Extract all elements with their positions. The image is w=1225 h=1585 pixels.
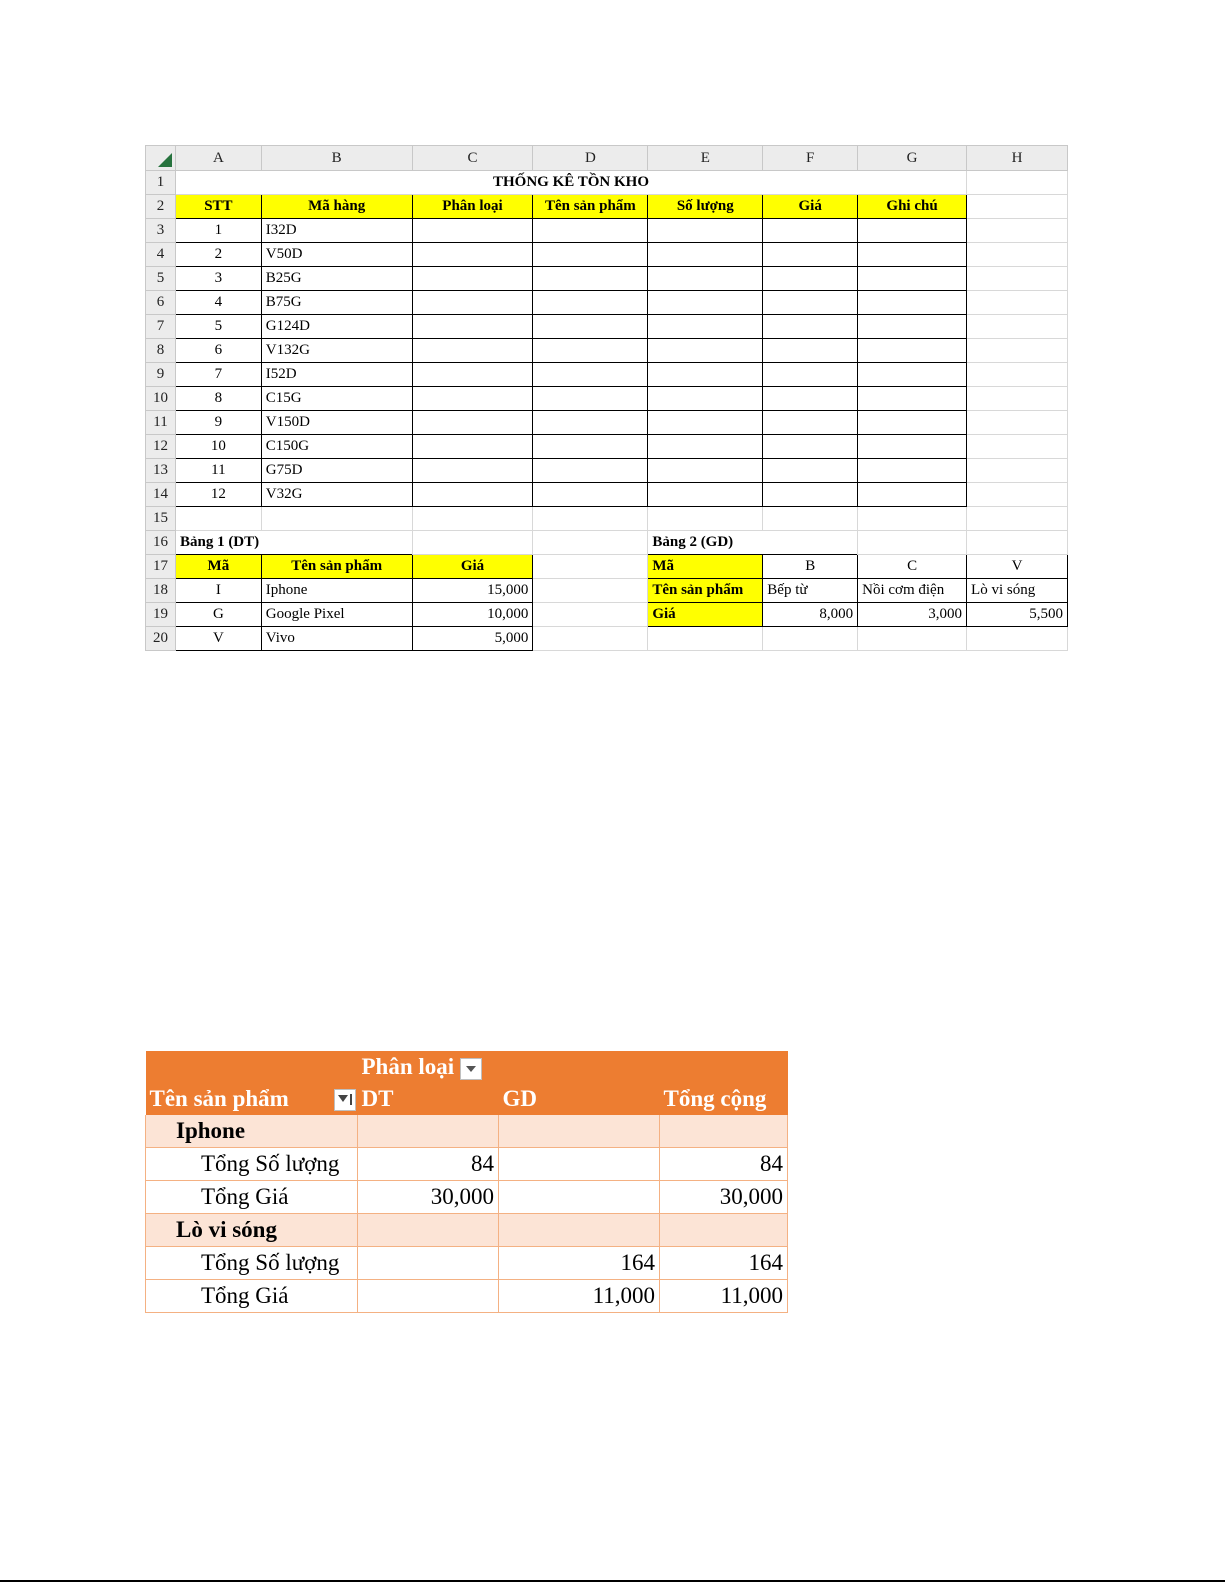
- table2-code[interactable]: B: [763, 555, 858, 579]
- cell[interactable]: [412, 315, 533, 339]
- cell[interactable]: [967, 531, 1068, 555]
- cell[interactable]: [412, 339, 533, 363]
- cell[interactable]: [648, 411, 763, 435]
- row-header[interactable]: 5: [146, 267, 176, 291]
- filter-dropdown-icon[interactable]: [460, 1058, 482, 1080]
- cell[interactable]: [967, 195, 1068, 219]
- pivot-value-label[interactable]: Tổng Giá: [146, 1280, 358, 1313]
- table1-ten[interactable]: Iphone: [261, 579, 412, 603]
- pivot-header-row: [146, 1083, 788, 1115]
- inventory-sheet: [145, 145, 1068, 651]
- cell[interactable]: [858, 483, 967, 507]
- header-ma-hang[interactable]: Mã hàng: [261, 195, 412, 219]
- cell[interactable]: [533, 483, 648, 507]
- table-row: [146, 459, 1068, 483]
- table2-name[interactable]: Bếp từ: [763, 579, 858, 603]
- pivot-col-header-dt[interactable]: DT: [361, 1086, 394, 1111]
- cell[interactable]: [533, 339, 648, 363]
- cell[interactable]: [858, 387, 967, 411]
- cell[interactable]: [175, 507, 261, 531]
- cell[interactable]: [648, 339, 763, 363]
- cell[interactable]: [648, 435, 763, 459]
- cell[interactable]: [412, 531, 533, 555]
- table-row: [146, 243, 1068, 267]
- cell[interactable]: [533, 459, 648, 483]
- pivot-value-total[interactable]: 84: [660, 1148, 788, 1181]
- cell[interactable]: [967, 291, 1068, 315]
- cell[interactable]: [763, 483, 858, 507]
- cell-stt[interactable]: 12: [175, 483, 261, 507]
- cell-ma-hang[interactable]: C15G: [261, 387, 412, 411]
- table2-price[interactable]: 8,000: [763, 603, 858, 627]
- column-field-cell: [358, 1051, 788, 1083]
- cell[interactable]: [858, 291, 967, 315]
- pivot-group-label[interactable]: Lò vi sóng: [146, 1214, 358, 1247]
- cell-ma-hang[interactable]: V32G: [261, 483, 412, 507]
- row-header[interactable]: 20: [146, 627, 176, 651]
- table-row: [146, 219, 1068, 243]
- row-header[interactable]: 14: [146, 483, 176, 507]
- pivot-value-row: [146, 1148, 788, 1181]
- cell[interactable]: [412, 267, 533, 291]
- cell[interactable]: [967, 627, 1068, 651]
- sheet-row: [146, 195, 1068, 219]
- cell[interactable]: [533, 435, 648, 459]
- pivot-value-label[interactable]: Tổng Giá: [146, 1181, 358, 1214]
- table1-gia[interactable]: 15,000: [412, 579, 533, 603]
- cell-stt[interactable]: 5: [175, 315, 261, 339]
- table1-ma[interactable]: I: [175, 579, 261, 603]
- row-header[interactable]: 10: [146, 387, 176, 411]
- cell-ma-hang[interactable]: I52D: [261, 363, 412, 387]
- cell: [660, 1115, 788, 1148]
- cell: [499, 1115, 660, 1148]
- header-ten-san-pham[interactable]: Tên sản phẩm: [533, 195, 648, 219]
- cell[interactable]: [858, 315, 967, 339]
- col-header-b[interactable]: B: [261, 146, 412, 171]
- header-so-luong[interactable]: Số lượng: [648, 195, 763, 219]
- cell-ma-hang[interactable]: B75G: [261, 291, 412, 315]
- row-header[interactable]: 3: [146, 219, 176, 243]
- cell-stt[interactable]: 6: [175, 339, 261, 363]
- cell[interactable]: [648, 267, 763, 291]
- cell[interactable]: [763, 243, 858, 267]
- cell[interactable]: [648, 219, 763, 243]
- table2-name[interactable]: Nồi cơm điện: [858, 579, 967, 603]
- cell[interactable]: [967, 339, 1068, 363]
- cell[interactable]: [763, 291, 858, 315]
- cell[interactable]: [533, 219, 648, 243]
- cell[interactable]: [533, 267, 648, 291]
- cell[interactable]: [763, 459, 858, 483]
- page-bottom-rule: [0, 1580, 1225, 1582]
- column-field-label: Phân loại: [361, 1054, 455, 1079]
- table1-gia[interactable]: 5,000: [412, 627, 533, 651]
- cell[interactable]: [763, 363, 858, 387]
- col-header-a[interactable]: A: [175, 146, 261, 171]
- pivot-group-row: [146, 1115, 788, 1148]
- pivot-col-header-gd[interactable]: GD: [502, 1086, 537, 1111]
- row-header[interactable]: 7: [146, 315, 176, 339]
- pivot-value-dt[interactable]: [358, 1247, 499, 1280]
- cell[interactable]: [648, 243, 763, 267]
- cell[interactable]: [858, 435, 967, 459]
- cell[interactable]: [763, 627, 858, 651]
- cell-ma-hang[interactable]: G75D: [261, 459, 412, 483]
- row-header[interactable]: 18: [146, 579, 176, 603]
- cell[interactable]: [412, 483, 533, 507]
- cell[interactable]: [858, 627, 967, 651]
- cell[interactable]: [967, 363, 1068, 387]
- cell[interactable]: [533, 243, 648, 267]
- pivot-value-total[interactable]: 164: [660, 1247, 788, 1280]
- cell[interactable]: [763, 387, 858, 411]
- cell-stt[interactable]: 8: [175, 387, 261, 411]
- cell[interactable]: [858, 507, 967, 531]
- pivot-value-label[interactable]: Tổng Số lượng: [146, 1247, 358, 1280]
- table1-ma[interactable]: G: [175, 603, 261, 627]
- cell[interactable]: [533, 291, 648, 315]
- cell[interactable]: [533, 363, 648, 387]
- table-row: [146, 267, 1068, 291]
- cell[interactable]: [763, 315, 858, 339]
- row-header[interactable]: 4: [146, 243, 176, 267]
- table2-price[interactable]: 5,500: [967, 603, 1068, 627]
- pivot-value-label[interactable]: Tổng Số lượng: [146, 1148, 358, 1181]
- cell[interactable]: [412, 219, 533, 243]
- cell[interactable]: [648, 291, 763, 315]
- cell[interactable]: [967, 171, 1068, 195]
- cell[interactable]: [533, 387, 648, 411]
- cell-stt[interactable]: 3: [175, 267, 261, 291]
- table1-header-ten[interactable]: Tên sản phẩm: [261, 555, 412, 579]
- cell[interactable]: [967, 411, 1068, 435]
- row-header[interactable]: 13: [146, 459, 176, 483]
- cell: [146, 1051, 358, 1083]
- table-row: [146, 315, 1068, 339]
- cell[interactable]: [412, 507, 533, 531]
- cell[interactable]: [967, 459, 1068, 483]
- cell[interactable]: [967, 507, 1068, 531]
- cell[interactable]: [648, 483, 763, 507]
- pivot-value-total[interactable]: 11,000: [660, 1280, 788, 1313]
- col-header-f[interactable]: F: [763, 146, 858, 171]
- table-row: [146, 363, 1068, 387]
- cell[interactable]: [533, 579, 648, 603]
- cell[interactable]: [763, 267, 858, 291]
- cell[interactable]: [412, 243, 533, 267]
- filter-applied-icon[interactable]: [334, 1089, 356, 1111]
- cell[interactable]: [412, 459, 533, 483]
- sheet-row: [146, 579, 1068, 603]
- table1-ten[interactable]: Vivo: [261, 627, 412, 651]
- cell: [499, 1214, 660, 1247]
- cell-stt[interactable]: 4: [175, 291, 261, 315]
- cell[interactable]: [648, 363, 763, 387]
- row-field-label: Tên sản phẩm: [149, 1086, 289, 1111]
- row-header[interactable]: 15: [146, 507, 176, 531]
- pivot-table-image: [145, 1051, 787, 1313]
- table2-title[interactable]: Bảng 2 (GD): [652, 534, 734, 550]
- cell[interactable]: [858, 219, 967, 243]
- sheet-row: [146, 627, 1068, 651]
- cell[interactable]: [412, 387, 533, 411]
- cell[interactable]: [858, 411, 967, 435]
- table2-label-ma[interactable]: Mã: [648, 555, 763, 579]
- cell[interactable]: [533, 315, 648, 339]
- pivot-value-row: [146, 1181, 788, 1214]
- cell-stt[interactable]: 2: [175, 243, 261, 267]
- cell[interactable]: [412, 411, 533, 435]
- table2-price[interactable]: 3,000: [858, 603, 967, 627]
- cell[interactable]: [763, 339, 858, 363]
- table1-title[interactable]: Bảng 1 (DT): [179, 534, 260, 550]
- cell[interactable]: [533, 555, 648, 579]
- table2-label-gia[interactable]: Giá: [648, 603, 763, 627]
- cell[interactable]: [412, 435, 533, 459]
- col-header-e[interactable]: E: [648, 146, 763, 171]
- cell[interactable]: [858, 363, 967, 387]
- col-header-d[interactable]: D: [533, 146, 648, 171]
- cell: [358, 1214, 499, 1247]
- cell[interactable]: [648, 627, 763, 651]
- select-all-corner[interactable]: [146, 146, 176, 171]
- table-row: [146, 339, 1068, 363]
- column-header-row: [146, 146, 1068, 171]
- cell[interactable]: [412, 291, 533, 315]
- cell[interactable]: [533, 627, 648, 651]
- table-row: [146, 387, 1068, 411]
- cell-ma-hang[interactable]: V132G: [261, 339, 412, 363]
- cell[interactable]: [533, 411, 648, 435]
- col-header-g[interactable]: G: [858, 146, 967, 171]
- col-header-h[interactable]: H: [967, 146, 1068, 171]
- cell-stt[interactable]: 10: [175, 435, 261, 459]
- row-header[interactable]: 8: [146, 339, 176, 363]
- row-header[interactable]: 19: [146, 603, 176, 627]
- row-header[interactable]: 11: [146, 411, 176, 435]
- cell[interactable]: [967, 243, 1068, 267]
- pivot-value-total[interactable]: 30,000: [660, 1181, 788, 1214]
- cell[interactable]: [967, 219, 1068, 243]
- cell: [358, 1115, 499, 1148]
- pivot-col-header-total[interactable]: Tổng cộng: [663, 1086, 767, 1111]
- cell[interactable]: [648, 459, 763, 483]
- table-row: [146, 411, 1068, 435]
- pivot-table: [145, 1051, 788, 1313]
- cell[interactable]: [412, 363, 533, 387]
- pivot-value-dt[interactable]: 30,000: [358, 1181, 499, 1214]
- cell[interactable]: [967, 267, 1068, 291]
- row-header[interactable]: 1: [146, 171, 176, 195]
- cell[interactable]: [648, 507, 763, 531]
- cell[interactable]: [858, 243, 967, 267]
- cell[interactable]: [858, 531, 967, 555]
- pivot-value-row: [146, 1247, 788, 1280]
- cell-stt[interactable]: 11: [175, 459, 261, 483]
- cell[interactable]: [648, 387, 763, 411]
- cell[interactable]: [858, 459, 967, 483]
- pivot-value-row: [146, 1280, 788, 1313]
- cell[interactable]: [533, 603, 648, 627]
- pivot-group-label[interactable]: Iphone: [146, 1115, 358, 1148]
- header-gia[interactable]: Giá: [763, 195, 858, 219]
- cell-stt[interactable]: 9: [175, 411, 261, 435]
- cell[interactable]: [763, 411, 858, 435]
- table2-name[interactable]: Lò vi sóng: [967, 579, 1068, 603]
- row-header[interactable]: 6: [146, 291, 176, 315]
- header-ghi-chu[interactable]: Ghi chú: [858, 195, 967, 219]
- sheet-row: [146, 531, 1068, 555]
- row-header[interactable]: 12: [146, 435, 176, 459]
- sheet-row: [146, 555, 1068, 579]
- pivot-column-field-row: [146, 1051, 788, 1083]
- cell-stt[interactable]: 7: [175, 363, 261, 387]
- table1-ten[interactable]: Google Pixel: [261, 603, 412, 627]
- cell[interactable]: [858, 267, 967, 291]
- row-header[interactable]: 9: [146, 363, 176, 387]
- table2-label-ten[interactable]: Tên sản phẩm: [648, 579, 763, 603]
- cell-ma-hang[interactable]: V50D: [261, 243, 412, 267]
- pivot-value-dt[interactable]: 84: [358, 1148, 499, 1181]
- cell-stt[interactable]: 1: [175, 219, 261, 243]
- cell[interactable]: [967, 483, 1068, 507]
- pivot-value-dt[interactable]: [358, 1280, 499, 1313]
- cell[interactable]: [533, 507, 648, 531]
- cell: [660, 1214, 788, 1247]
- row-header[interactable]: 17: [146, 555, 176, 579]
- cell[interactable]: [967, 435, 1068, 459]
- row-header[interactable]: 16: [146, 531, 176, 555]
- table-row: [146, 435, 1068, 459]
- cell[interactable]: [763, 219, 858, 243]
- cell-ma-hang[interactable]: I32D: [261, 219, 412, 243]
- row-header[interactable]: 2: [146, 195, 176, 219]
- cell-ma-hang[interactable]: V150D: [261, 411, 412, 435]
- col-header-c[interactable]: C: [412, 146, 533, 171]
- cell-ma-hang[interactable]: B25G: [261, 267, 412, 291]
- header-stt[interactable]: STT: [175, 195, 261, 219]
- cell[interactable]: [967, 387, 1068, 411]
- table-row: [146, 483, 1068, 507]
- pivot-value-gd[interactable]: [499, 1148, 660, 1181]
- cell[interactable]: [967, 315, 1068, 339]
- cell[interactable]: [858, 339, 967, 363]
- pivot-value-gd[interactable]: 164: [499, 1247, 660, 1280]
- cell[interactable]: [763, 507, 858, 531]
- sheet-row: [146, 603, 1068, 627]
- row-field-cell: [146, 1083, 358, 1115]
- table2-code[interactable]: C: [858, 555, 967, 579]
- cell[interactable]: [648, 315, 763, 339]
- pivot-value-gd[interactable]: 11,000: [499, 1280, 660, 1313]
- cell-ma-hang[interactable]: G124D: [261, 315, 412, 339]
- sheet-title[interactable]: THỐNG KÊ TỒN KHO: [175, 171, 966, 195]
- table-row: [146, 291, 1068, 315]
- table1-header-ma[interactable]: Mã: [175, 555, 261, 579]
- sheet-row: [146, 507, 1068, 531]
- table2-code[interactable]: V: [967, 555, 1068, 579]
- sheet-row: [146, 171, 1068, 195]
- cell[interactable]: [261, 507, 412, 531]
- pivot-value-gd[interactable]: [499, 1181, 660, 1214]
- spreadsheet-image: [145, 145, 1068, 646]
- table1-header-gia[interactable]: Giá: [412, 555, 533, 579]
- cell[interactable]: [533, 531, 648, 555]
- table1-ma[interactable]: V: [175, 627, 261, 651]
- table1-gia[interactable]: 10,000: [412, 603, 533, 627]
- cell[interactable]: [763, 435, 858, 459]
- cell-ma-hang[interactable]: C150G: [261, 435, 412, 459]
- pivot-group-row: [146, 1214, 788, 1247]
- header-phan-loai[interactable]: Phân loại: [412, 195, 533, 219]
